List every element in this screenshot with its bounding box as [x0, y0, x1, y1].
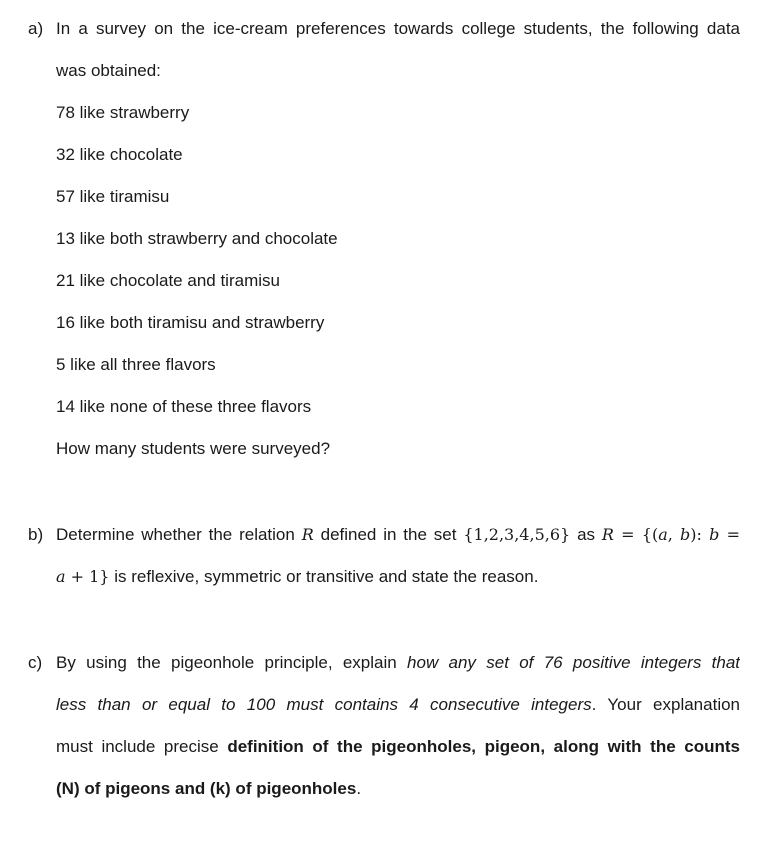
- question-c-italic-claim-cont: less than or equal to 100 must contains 4 consecutive integers: [56, 695, 592, 714]
- survey-item: 13 like both strawberry and chocolate: [56, 229, 338, 248]
- question-a-intro-line1: In a survey on the ice-cream preferences towards college students, the following data: [56, 19, 740, 38]
- question-c-line1: By using the pigeonhole principle, explain how any set of 76 positive integers that: [56, 653, 740, 672]
- question-c-body: [56, 642, 740, 810]
- question-b-line1: [56, 514, 740, 556]
- question-c-bold-requirement-cont: (N) of pigeons and (k) of pigeonholes: [56, 779, 357, 798]
- question-c: [28, 642, 740, 810]
- question-c-bold-requirement: definition of the pigeonholes, pigeon, along with the counts: [227, 737, 740, 756]
- survey-item: 78 like strawberry: [56, 103, 190, 122]
- relation-definition: R = {(a, b): b =: [601, 525, 740, 544]
- question-b-text1: Determine whether the relation: [56, 525, 295, 544]
- question-b: [28, 514, 740, 598]
- question-b-text2: defined in the set: [320, 525, 457, 544]
- question-b-text3: as: [577, 525, 596, 544]
- question-a-body: [56, 8, 740, 470]
- survey-item: 21 like chocolate and tiramisu: [56, 271, 280, 290]
- question-a-label: a): [28, 19, 44, 38]
- relation-definition-end: a + 1}: [56, 567, 110, 586]
- question-b-body: [56, 514, 740, 598]
- survey-item: 32 like chocolate: [56, 145, 183, 164]
- question-b-line2-text: is reflexive, symmetric or transitive and state the reason.: [109, 567, 539, 586]
- survey-item: 14 like none of these three flavors: [56, 397, 312, 416]
- question-c-line3: must include precise definition of the pigeonholes, pigeon, along with the counts: [56, 737, 740, 756]
- question-c-line2: less than or equal to 100 must contains 4 consecutive integers. Your explanation: [56, 695, 740, 714]
- question-c-line4: (N) of pigeons and (k) of pigeonholes.: [56, 779, 362, 798]
- question-a-prompt: How many students were surveyed?: [56, 439, 331, 458]
- survey-item: 16 like both tiramisu and strawberry: [56, 313, 325, 332]
- question-b-line2: [56, 556, 740, 598]
- survey-item: 57 like tiramisu: [56, 187, 170, 206]
- relation-symbol: R: [301, 525, 314, 544]
- question-a: [28, 8, 740, 470]
- domain-set: {1,2,3,4,5,6}: [463, 525, 571, 544]
- question-b-label: b): [28, 525, 44, 544]
- question-a-intro-line2: was obtained:: [56, 61, 161, 80]
- question-c-italic-claim: how any set of 76 positive integers that: [407, 653, 740, 672]
- question-c-label: c): [28, 653, 43, 672]
- survey-item: 5 like all three flavors: [56, 355, 216, 374]
